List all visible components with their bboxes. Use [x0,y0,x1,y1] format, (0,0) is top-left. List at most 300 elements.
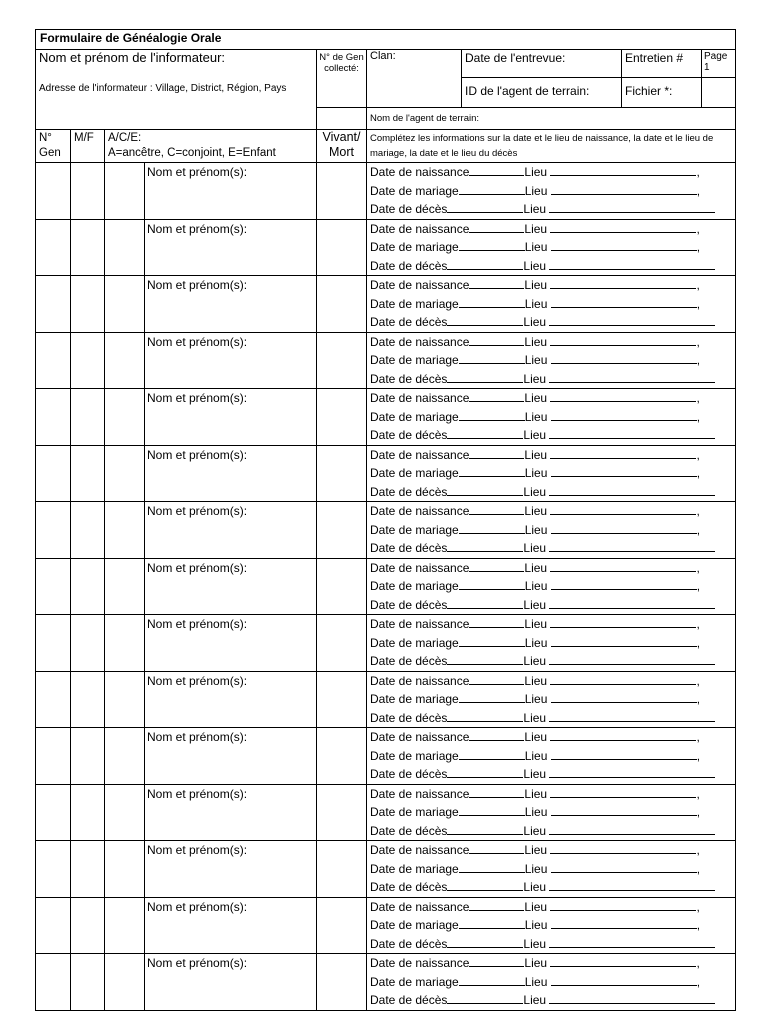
birth-date-blank[interactable] [469,559,524,572]
death-date-blank[interactable] [447,878,523,891]
death-label: Date de décès [370,428,448,442]
death-line [367,483,735,502]
birth-label: Date de naissance [370,447,470,462]
marriage-date-blank[interactable] [459,860,525,873]
marriage-place-blank[interactable] [551,238,697,251]
ace-cell[interactable] [105,502,145,559]
death-label: Date de décès [370,880,448,894]
ace-cell[interactable] [105,784,145,841]
birth-comma: , [696,560,700,575]
name-cell[interactable] [145,615,317,672]
sex-cell[interactable] [71,671,105,728]
death-date-blank[interactable] [447,935,523,948]
alive-cell[interactable] [317,954,367,1011]
page-number-field[interactable] [702,50,736,78]
dates-cell[interactable] [367,276,736,333]
birth-place-label: Lieu [524,673,548,688]
death-line [367,596,735,615]
gen-number-cell[interactable] [36,163,71,220]
birth-label: Date de naissance [370,956,470,970]
sex-cell[interactable] [71,784,105,841]
birth-place-blank[interactable] [550,728,696,741]
alive-cell[interactable] [317,389,367,446]
col-ace-legend: A=ancêtre, C=conjoint, E=Enfant [108,147,276,159]
marriage-comma: , [696,240,701,254]
birth-label: Date de naissance [370,560,470,575]
name-cell[interactable] [145,784,317,841]
marriage-label: Date de mariage [370,522,459,537]
name-cell[interactable] [145,276,317,333]
marriage-label: Date de mariage [370,183,459,198]
ace-cell[interactable] [105,163,145,220]
birth-comma: , [696,391,700,405]
name-cell[interactable] [145,445,317,502]
marriage-line [367,295,735,314]
field-agent-id-field[interactable] [462,78,622,108]
death-date-blank[interactable] [447,257,523,270]
gen-number-cell[interactable] [36,954,71,1011]
genealogy-entry-row [36,897,736,954]
gen-number-cell[interactable] [36,841,71,898]
birth-date-blank[interactable] [469,446,524,459]
birth-date-blank[interactable] [469,954,524,967]
birth-comma: , [696,617,700,631]
death-place-blank[interactable] [549,765,715,778]
death-place-blank[interactable] [549,257,715,270]
marriage-label: Date de mariage [370,296,459,311]
col-gen-number: N° Gen [36,130,71,163]
name-label: Nom et prénom(s): [147,617,248,631]
gen-number-cell[interactable] [36,332,71,389]
marriage-date-blank[interactable] [459,295,525,308]
dates-cell[interactable] [367,502,736,559]
birth-date-blank[interactable] [469,785,524,798]
death-label: Date de décès [370,371,448,386]
marriage-place-blank[interactable] [551,916,697,929]
name-cell[interactable] [145,558,317,615]
gen-number-cell[interactable] [36,389,71,446]
dates-cell[interactable] [367,558,736,615]
marriage-line [367,747,735,766]
birth-place-label: Lieu [524,391,548,405]
birth-line [367,276,735,295]
death-label: Date de décès [370,541,448,555]
marriage-place-blank[interactable] [551,464,697,477]
death-place-label: Lieu [523,258,547,273]
dates-cell[interactable] [367,841,736,898]
ace-cell[interactable] [105,389,145,446]
dates-cell[interactable] [367,163,736,220]
birth-date-blank[interactable] [469,389,524,402]
interview-number-field[interactable] [622,50,702,78]
birth-line [367,785,735,804]
birth-date-blank[interactable] [469,220,524,233]
death-date-blank[interactable] [447,596,523,609]
informant-address-field[interactable] [36,78,317,130]
death-date-blank[interactable] [447,483,523,496]
death-line [367,370,735,389]
ace-cell[interactable] [105,332,145,389]
birth-place-blank[interactable] [550,672,696,685]
gen-number-cell[interactable] [36,784,71,841]
dates-cell[interactable] [367,954,736,1011]
sex-cell[interactable] [71,163,105,220]
alive-cell[interactable] [317,841,367,898]
marriage-place-blank[interactable] [551,351,697,364]
gen-number-cell[interactable] [36,615,71,672]
ace-cell[interactable] [105,841,145,898]
gen-number-cell[interactable] [36,897,71,954]
name-cell[interactable] [145,219,317,276]
genealogy-entry-row [36,615,736,672]
death-place-blank[interactable] [549,878,715,891]
birth-label: Date de naissance [370,786,470,801]
marriage-date-blank[interactable] [459,747,525,760]
field-agent-name-field[interactable] [367,108,736,130]
marriage-date-blank[interactable] [459,973,525,986]
marriage-place-blank[interactable] [551,295,697,308]
sex-cell[interactable] [71,219,105,276]
sex-cell[interactable] [71,615,105,672]
name-label: Nom et prénom(s): [147,843,248,857]
name-label: Nom et prénom(s): [147,504,248,518]
death-place-blank[interactable] [549,991,715,1004]
marriage-line [367,634,735,653]
sex-cell[interactable] [71,502,105,559]
alive-cell[interactable] [317,163,367,220]
name-cell[interactable] [145,389,317,446]
death-place-blank[interactable] [549,483,715,496]
death-place-label: Lieu [523,936,547,951]
name-cell[interactable] [145,841,317,898]
clan-field[interactable] [367,50,462,108]
ace-cell[interactable] [105,728,145,785]
sex-cell[interactable] [71,389,105,446]
birth-date-blank[interactable] [469,672,524,685]
ace-cell[interactable] [105,445,145,502]
death-place-label: Lieu [523,597,547,612]
alive-cell[interactable] [317,558,367,615]
alive-cell[interactable] [317,671,367,728]
birth-place-blank[interactable] [550,785,696,798]
birth-label: Date de naissance [370,673,470,688]
file-extra-cell[interactable] [702,78,736,108]
birth-label: Date de naissance [370,899,470,914]
gen-number-cell[interactable] [36,276,71,333]
marriage-date-blank[interactable] [459,634,525,647]
death-date-blank[interactable] [447,539,523,552]
marriage-place-blank[interactable] [551,690,697,703]
birth-comma: , [696,221,700,236]
marriage-date-blank[interactable] [459,690,525,703]
death-place-blank[interactable] [549,539,715,552]
marriage-date-blank[interactable] [459,408,525,421]
alive-cell[interactable] [317,615,367,672]
death-date-blank[interactable] [447,709,523,722]
birth-place-blank[interactable] [550,615,696,628]
death-place-label: Lieu [523,202,547,216]
marriage-label: Date de mariage [370,635,459,650]
birth-line [367,615,735,634]
alive-cell[interactable] [317,897,367,954]
birth-place-label: Lieu [524,560,548,575]
name-cell[interactable] [145,897,317,954]
birth-line [367,389,735,408]
gen-number-cell[interactable] [36,558,71,615]
interview-number-label: Entretien # [625,51,684,65]
death-date-blank[interactable] [447,652,523,665]
death-date-blank[interactable] [447,426,523,439]
birth-place-blank[interactable] [550,276,696,289]
file-label: Fichier *: [625,84,673,98]
marriage-date-blank[interactable] [459,577,525,590]
birth-comma: , [696,899,700,914]
sex-cell[interactable] [71,445,105,502]
death-line [367,257,735,276]
birth-date-blank[interactable] [469,615,524,628]
death-place-blank[interactable] [549,822,715,835]
name-cell[interactable] [145,502,317,559]
marriage-place-blank[interactable] [551,521,697,534]
death-label: Date de décès [370,597,448,612]
dates-cell[interactable] [367,615,736,672]
death-place-blank[interactable] [549,652,715,665]
dates-cell[interactable] [367,784,736,841]
ace-cell[interactable] [105,219,145,276]
dates-cell[interactable] [367,389,736,446]
death-place-label: Lieu [523,654,547,668]
birth-place-blank[interactable] [550,163,696,176]
alive-cell[interactable] [317,276,367,333]
birth-place-label: Lieu [524,730,548,744]
gen-number-cell[interactable] [36,728,71,785]
name-label: Nom et prénom(s): [147,786,248,801]
sex-cell[interactable] [71,954,105,1011]
form-title: Formulaire de Généalogie Orale [36,30,736,50]
death-date-blank[interactable] [447,200,523,213]
birth-place-blank[interactable] [550,333,696,346]
death-place-blank[interactable] [549,370,715,383]
interview-date-field[interactable] [462,50,622,78]
birth-place-blank[interactable] [550,559,696,572]
marriage-place-blank[interactable] [551,182,697,195]
marriage-place-blank[interactable] [551,860,697,873]
alive-cell[interactable] [317,784,367,841]
death-place-blank[interactable] [549,935,715,948]
dates-cell[interactable] [367,897,736,954]
birth-place-label: Lieu [524,504,548,518]
ace-cell[interactable] [105,276,145,333]
genealogy-entry-row [36,389,736,446]
dates-cell[interactable] [367,671,736,728]
birth-place-label: Lieu [524,617,548,631]
file-field[interactable] [622,78,702,108]
marriage-place-label: Lieu [524,918,548,932]
genealogy-entry-row [36,219,736,276]
birth-line [367,954,735,973]
field-agent-id-label: ID de l'agent de terrain: [465,84,590,98]
alive-cell[interactable] [317,219,367,276]
death-place-blank[interactable] [549,709,715,722]
dates-cell[interactable] [367,332,736,389]
birth-place-blank[interactable] [550,954,696,967]
ace-cell[interactable] [105,615,145,672]
marriage-date-blank[interactable] [459,182,525,195]
death-line [367,709,735,728]
marriage-line [367,238,735,257]
genealogy-entry-row [36,954,736,1011]
birth-place-label: Lieu [524,278,548,292]
marriage-label: Date de mariage [370,240,459,254]
death-date-blank[interactable] [447,370,523,383]
marriage-place-label: Lieu [524,692,548,706]
death-line [367,765,735,784]
gen-number-cell[interactable] [36,502,71,559]
death-date-blank[interactable] [447,313,523,326]
birth-place-blank[interactable] [550,389,696,402]
genealogy-form [35,29,735,1011]
death-place-label: Lieu [523,993,547,1007]
marriage-date-blank[interactable] [459,916,525,929]
gen-number-cell[interactable] [36,671,71,728]
dates-cell[interactable] [367,728,736,785]
sex-cell[interactable] [71,276,105,333]
dates-cell[interactable] [367,445,736,502]
sex-cell[interactable] [71,558,105,615]
genealogy-entry-row [36,276,736,333]
birth-place-blank[interactable] [550,898,696,911]
birth-line [367,502,735,521]
marriage-place-label: Lieu [524,748,548,763]
name-label: Nom et prénom(s): [147,278,248,292]
ace-cell[interactable] [105,897,145,954]
marriage-comma: , [696,805,701,819]
marriage-date-blank[interactable] [459,521,525,534]
genealogy-entry-row [36,841,736,898]
marriage-place-blank[interactable] [551,803,697,816]
marriage-place-blank[interactable] [551,577,697,590]
col-alive [317,130,367,163]
name-cell[interactable] [145,954,317,1011]
marriage-date-blank[interactable] [459,803,525,816]
alive-cell[interactable] [317,332,367,389]
gen-collected-field[interactable] [317,50,367,108]
marriage-label: Date de mariage [370,466,459,480]
gen-number-cell[interactable] [36,219,71,276]
alive-cell[interactable] [317,445,367,502]
birth-comma: , [696,504,700,518]
marriage-date-blank[interactable] [459,351,525,364]
death-place-blank[interactable] [549,596,715,609]
name-cell[interactable] [145,728,317,785]
death-date-blank[interactable] [447,765,523,778]
sex-cell[interactable] [71,728,105,785]
marriage-place-label: Lieu [524,635,548,650]
death-label: Date de décès [370,993,448,1007]
birth-label: Date de naissance [370,843,470,857]
ace-cell[interactable] [105,954,145,1011]
col-sex: M/F [71,130,105,163]
dates-cell[interactable] [367,219,736,276]
ace-cell[interactable] [105,558,145,615]
alive-cell[interactable] [317,502,367,559]
birth-date-blank[interactable] [469,898,524,911]
col-alive-line2: Mort [329,145,354,159]
birth-place-blank[interactable] [550,502,696,515]
marriage-date-blank[interactable] [459,464,525,477]
alive-cell[interactable] [317,728,367,785]
birth-line [367,728,735,747]
death-date-blank[interactable] [447,991,523,1004]
field-agent-name-label: Nom de l'agent de terrain: [370,113,480,124]
gen-number-cell[interactable] [36,445,71,502]
death-place-blank[interactable] [549,200,715,213]
death-label: Date de décès [370,202,448,216]
birth-date-blank[interactable] [469,728,524,741]
informant-name-field[interactable] [36,50,317,78]
birth-label: Date de naissance [370,221,470,236]
name-label: Nom et prénom(s): [147,391,248,405]
death-place-blank[interactable] [549,426,715,439]
name-cell[interactable] [145,671,317,728]
informant-address-label: Adresse de l'informateur : Village, District, Région, Pays [39,82,287,94]
birth-date-blank[interactable] [469,163,524,176]
marriage-comma: , [696,861,701,876]
sex-cell[interactable] [71,897,105,954]
marriage-line [367,973,735,992]
marriage-place-blank[interactable] [551,973,697,986]
birth-date-blank[interactable] [469,333,524,346]
ace-cell[interactable] [105,671,145,728]
marriage-place-blank[interactable] [551,634,697,647]
marriage-label: Date de mariage [370,805,459,819]
death-place-label: Lieu [523,541,547,555]
marriage-date-blank[interactable] [459,238,525,251]
marriage-label: Date de mariage [370,579,459,593]
birth-date-blank[interactable] [469,276,524,289]
birth-place-blank[interactable] [550,446,696,459]
birth-date-blank[interactable] [469,502,524,515]
marriage-place-label: Lieu [524,409,548,424]
gen-collected-blank [317,108,367,130]
death-date-blank[interactable] [447,822,523,835]
birth-place-blank[interactable] [550,220,696,233]
marriage-comma: , [696,748,701,763]
marriage-place-blank[interactable] [551,747,697,760]
birth-date-blank[interactable] [469,841,524,854]
marriage-place-label: Lieu [524,240,548,254]
marriage-comma: , [696,974,701,989]
genealogy-entry-row [36,558,736,615]
death-line [367,426,735,445]
marriage-label: Date de mariage [370,918,459,932]
death-place-label: Lieu [523,823,547,838]
marriage-comma: , [696,409,701,424]
sex-cell[interactable] [71,332,105,389]
marriage-line [367,690,735,709]
death-place-blank[interactable] [549,313,715,326]
marriage-place-label: Lieu [524,579,548,593]
name-cell[interactable] [145,163,317,220]
marriage-label: Date de mariage [370,974,459,989]
death-place-label: Lieu [523,767,547,781]
birth-place-blank[interactable] [550,841,696,854]
marriage-place-blank[interactable] [551,408,697,421]
entry-rows [36,163,736,1011]
sex-cell[interactable] [71,841,105,898]
page-number-label: Page 1 [704,51,728,73]
name-cell[interactable] [145,332,317,389]
